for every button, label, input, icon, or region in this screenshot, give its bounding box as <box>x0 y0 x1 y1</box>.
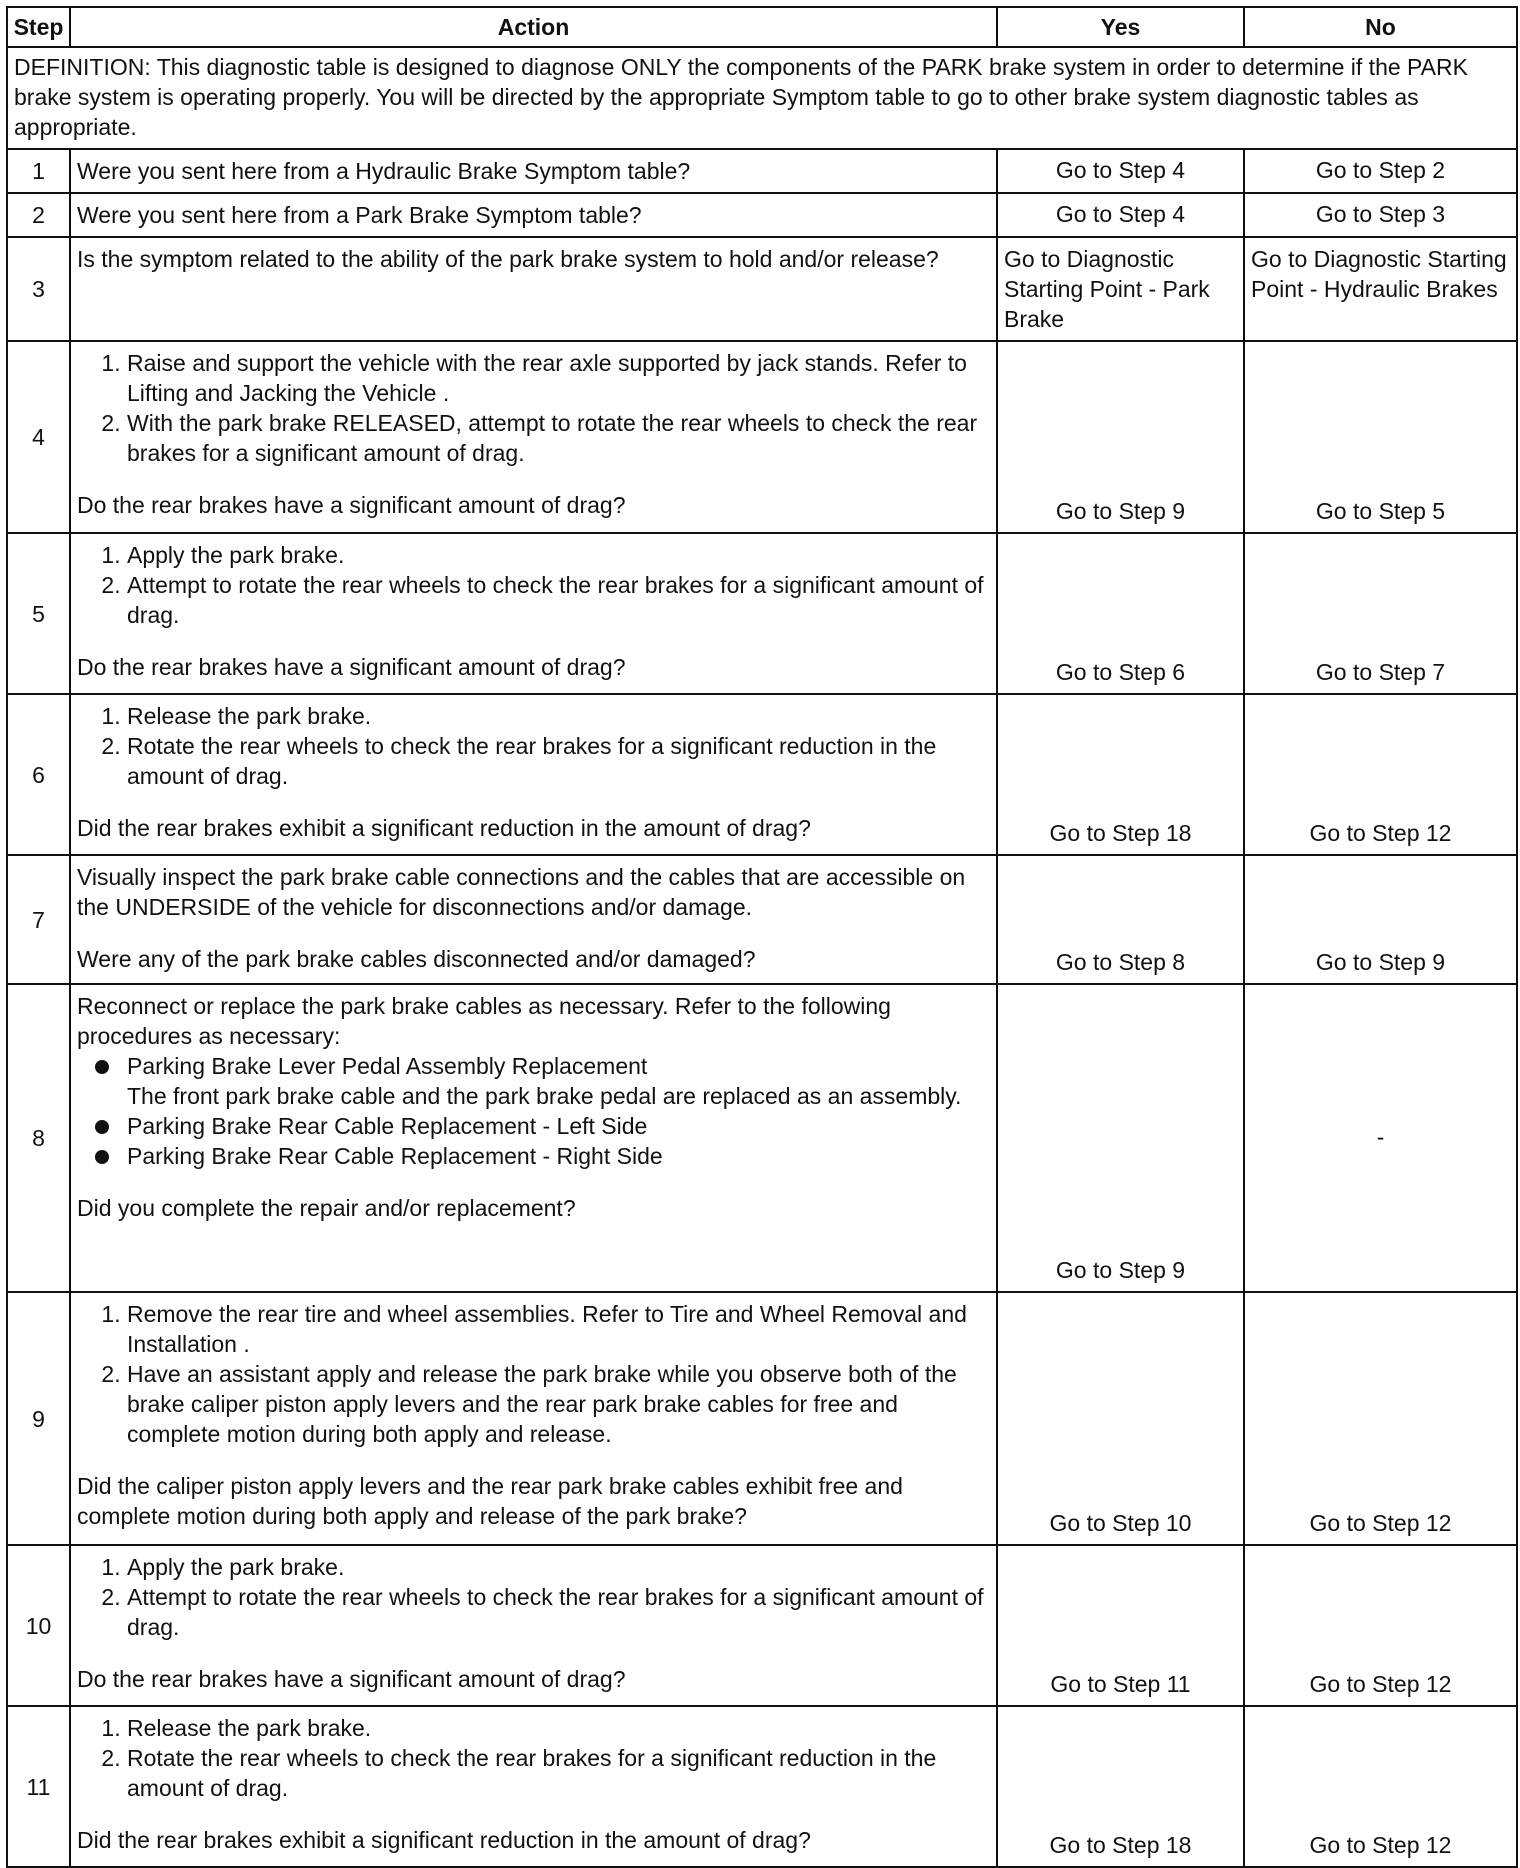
yes-cell: Go to Step 18 <box>997 1706 1244 1867</box>
action-cell <box>70 533 997 694</box>
header-action: Action <box>70 7 997 47</box>
step-number: 7 <box>7 855 70 984</box>
yes-cell: Go to Step 4 <box>997 193 1244 237</box>
action-question: Is the symptom related to the ability of the park brake system to hold and/or release? <box>70 237 997 341</box>
action-instruction: Visually inspect the park brake cable connections and the cables that are accessible on the UNDERSIDE of the vehicle for disconnections and/or damage. <box>77 864 966 920</box>
action-question: Were you sent here from a Park Brake Symptom table? <box>70 193 997 237</box>
step-number: 1 <box>7 149 70 193</box>
action-steps <box>77 701 990 791</box>
no-cell: Go to Step 5 <box>1244 341 1517 533</box>
table-row <box>7 1706 1517 1867</box>
table-row <box>7 855 1517 984</box>
action-step: 1. Release the park brake. <box>127 701 990 731</box>
no-cell: Go to Step 2 <box>1244 149 1517 193</box>
action-question: Do the rear brakes have a significant amount of drag? <box>77 654 626 680</box>
action-cell <box>70 1706 997 1867</box>
yes-cell: Go to Step 10 <box>997 1292 1244 1545</box>
action-cell <box>70 855 997 984</box>
action-step: 1. Apply the park brake. <box>127 1552 990 1582</box>
procedure-list <box>77 1051 990 1171</box>
definition-row <box>7 47 1517 149</box>
action-steps <box>77 540 990 630</box>
no-cell: - <box>1244 984 1517 1292</box>
table-row <box>7 193 1517 237</box>
action-steps <box>77 1552 990 1642</box>
action-step: 2. Rotate the rear wheels to check the rear brakes for a significant reduction in the amount of drag. <box>127 731 990 791</box>
yes-cell: Go to Step 8 <box>997 855 1244 984</box>
procedure-note: The front park brake cable and the park brake pedal are replaced as an assembly. <box>127 1083 962 1109</box>
action-step: 2. Attempt to rotate the rear wheels to check the rear brakes for a significant amount of drag. <box>127 1582 990 1642</box>
header-step: Step <box>7 7 70 47</box>
no-cell: Go to Step 12 <box>1244 694 1517 855</box>
procedure-title: Parking Brake Lever Pedal Assembly Replacement <box>127 1053 648 1079</box>
no-cell: Go to Diagnostic Starting Point - Hydraulic Brakes <box>1244 237 1517 341</box>
definition-text: DEFINITION: This diagnostic table is designed to diagnose ONLY the components of the PARK brake system in order to determine if the PARK brake system is operating properly. You will be directed by the appropriate Symptom table to go to other brake system diagnostic tables as appropriate. <box>7 47 1517 149</box>
table-row <box>7 237 1517 341</box>
action-question: Did the caliper piston apply levers and the rear park brake cables exhibit free and complete motion during both apply and release of the park brake? <box>77 1473 903 1529</box>
step-number: 9 <box>7 1292 70 1545</box>
action-question: Did you complete the repair and/or replacement? <box>77 1195 576 1221</box>
yes-cell: Go to Step 18 <box>997 694 1244 855</box>
yes-cell: Go to Step 11 <box>997 1545 1244 1706</box>
action-step: 1. Raise and support the vehicle with the rear axle supported by jack stands. Refer to Lifting and Jacking the Vehicle . <box>127 348 990 408</box>
action-step: 2. Have an assistant apply and release the park brake while you observe both of the brake caliper piston apply levers and the rear park brake cables for free and complete motion during both apply and release. <box>127 1359 990 1449</box>
action-step: 2. With the park brake RELEASED, attempt to rotate the rear wheels to check the rear brakes for a significant amount of drag. <box>127 408 990 468</box>
no-cell: Go to Step 3 <box>1244 193 1517 237</box>
yes-cell: Go to Step 6 <box>997 533 1244 694</box>
step-number: 10 <box>7 1545 70 1706</box>
action-step: 1. Release the park brake. <box>127 1713 990 1743</box>
action-instruction: Reconnect or replace the park brake cables as necessary. Refer to the following procedures as necessary: <box>77 993 891 1049</box>
header-yes: Yes <box>997 7 1244 47</box>
no-cell: Go to Step 7 <box>1244 533 1517 694</box>
table-row <box>7 149 1517 193</box>
action-step: 1. Apply the park brake. <box>127 540 990 570</box>
yes-cell: Go to Step 4 <box>997 149 1244 193</box>
action-steps <box>77 348 990 468</box>
table-row <box>7 1292 1517 1545</box>
step-number: 6 <box>7 694 70 855</box>
yes-cell: Go to Step 9 <box>997 984 1244 1292</box>
action-question: Did the rear brakes exhibit a significant reduction in the amount of drag? <box>77 1827 811 1853</box>
step-number: 4 <box>7 341 70 533</box>
action-question: Do the rear brakes have a significant amount of drag? <box>77 492 626 518</box>
action-question: Do the rear brakes have a significant amount of drag? <box>77 1666 626 1692</box>
table-row <box>7 533 1517 694</box>
action-step: 2. Rotate the rear wheels to check the rear brakes for a significant reduction in the amount of drag. <box>127 1743 990 1803</box>
header-row <box>7 7 1517 47</box>
step-number: 2 <box>7 193 70 237</box>
action-cell <box>70 694 997 855</box>
action-step: 1. Remove the rear tire and wheel assemblies. Refer to Tire and Wheel Removal and Installation . <box>127 1299 990 1359</box>
procedure-item: Parking Brake Rear Cable Replacement - Right Side <box>127 1141 990 1171</box>
no-cell: Go to Step 12 <box>1244 1706 1517 1867</box>
yes-cell: Go to Diagnostic Starting Point - Park Brake <box>997 237 1244 341</box>
procedure-item <box>127 1051 990 1111</box>
action-steps <box>77 1713 990 1803</box>
action-cell <box>70 1292 997 1545</box>
no-cell: Go to Step 9 <box>1244 855 1517 984</box>
no-cell: Go to Step 12 <box>1244 1545 1517 1706</box>
diagnostic-table <box>6 6 1518 1868</box>
table-row <box>7 341 1517 533</box>
action-step: 2. Attempt to rotate the rear wheels to check the rear brakes for a significant amount of drag. <box>127 570 990 630</box>
yes-cell: Go to Step 9 <box>997 341 1244 533</box>
action-steps <box>77 1299 990 1449</box>
table-row <box>7 1545 1517 1706</box>
action-question: Were you sent here from a Hydraulic Brake Symptom table? <box>70 149 997 193</box>
procedure-item: Parking Brake Rear Cable Replacement - Left Side <box>127 1111 990 1141</box>
action-question: Did the rear brakes exhibit a significant reduction in the amount of drag? <box>77 815 811 841</box>
step-number: 8 <box>7 984 70 1292</box>
action-cell <box>70 1545 997 1706</box>
action-cell <box>70 984 997 1292</box>
step-number: 3 <box>7 237 70 341</box>
action-question: Were any of the park brake cables disconnected and/or damaged? <box>77 946 756 972</box>
table-row <box>7 694 1517 855</box>
header-no: No <box>1244 7 1517 47</box>
table-row <box>7 984 1517 1292</box>
action-cell <box>70 341 997 533</box>
step-number: 5 <box>7 533 70 694</box>
step-number: 11 <box>7 1706 70 1867</box>
no-cell: Go to Step 12 <box>1244 1292 1517 1545</box>
